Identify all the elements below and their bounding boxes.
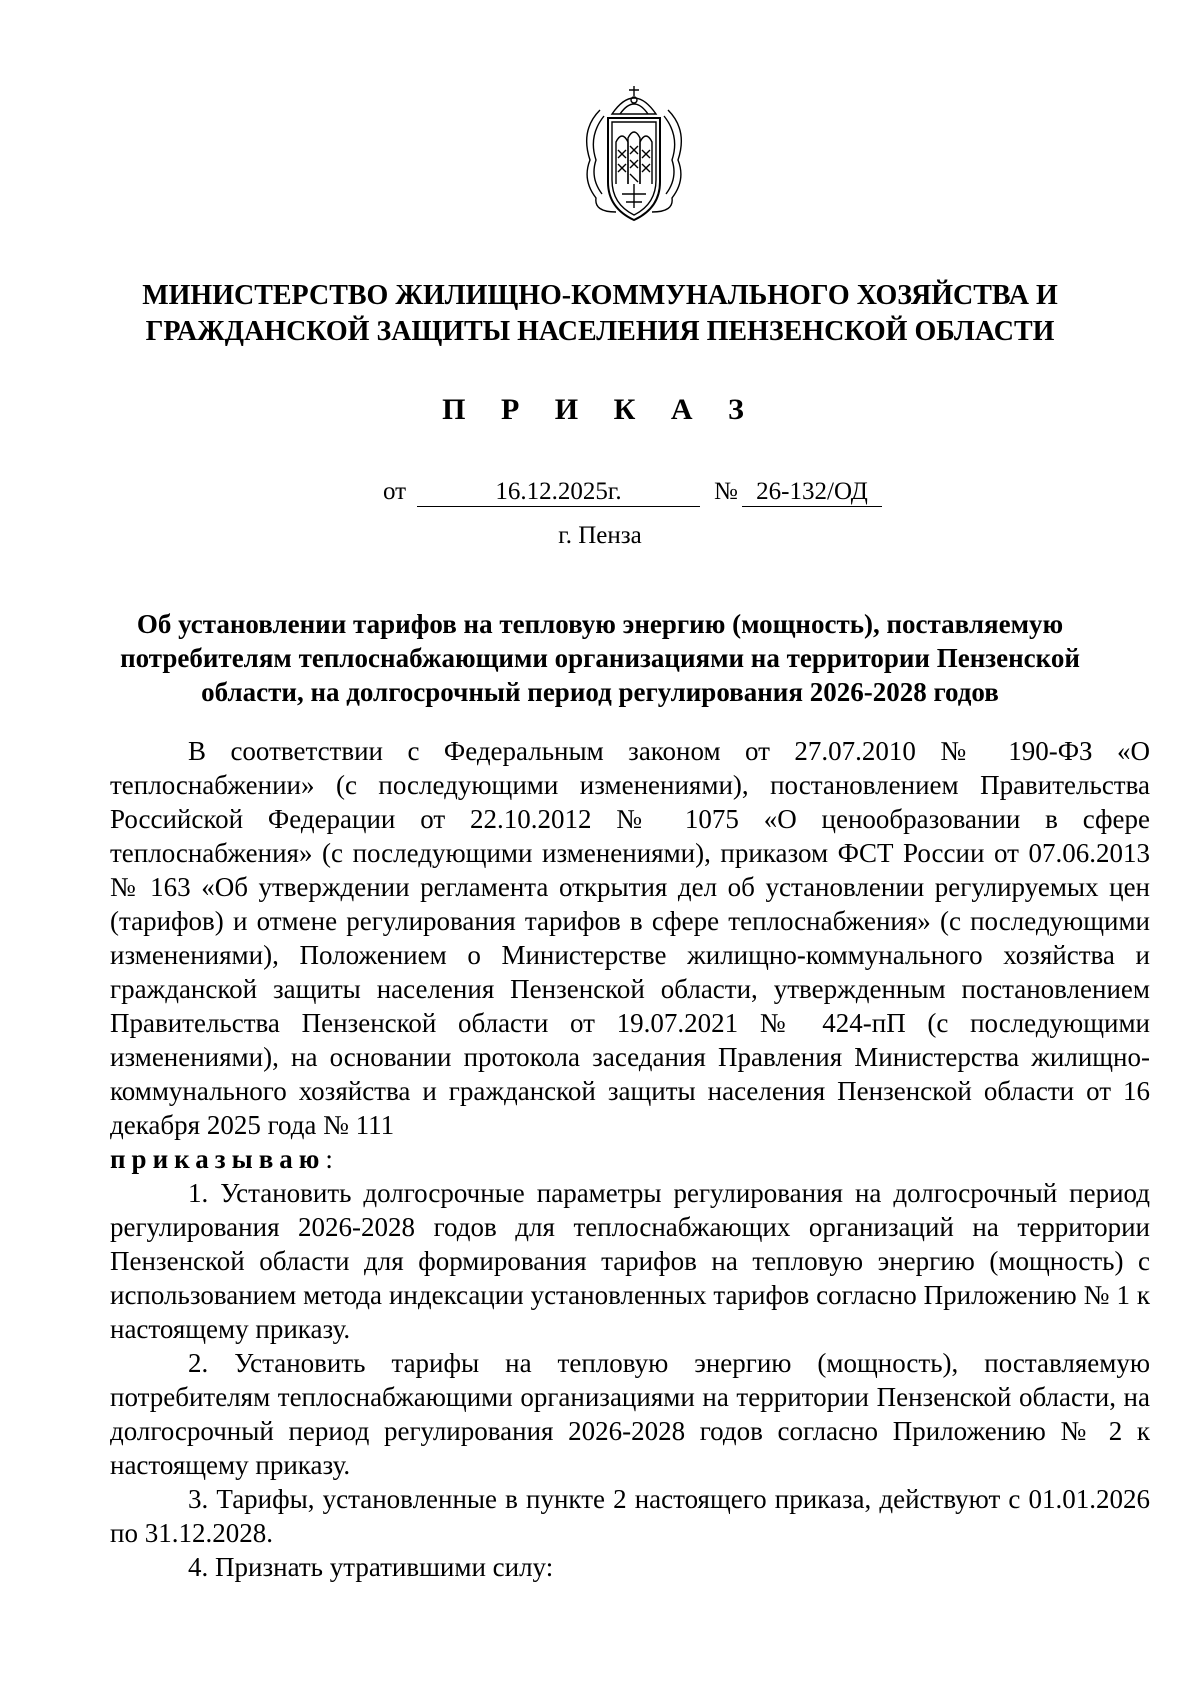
document-type: П Р И К А З (442, 393, 758, 426)
document-title: Об установлении тарифов на тепловую энергию (мощность), поставляемую потребителям теплоснабжающими организациями на территории Пензенской области, на долгосрочный период регулирования 2026-2028 годов (120, 609, 1080, 707)
date-prefix: от (383, 478, 407, 505)
preamble-paragraph (110, 734, 1150, 1176)
list-item: 1. Установить долгосрочные параметры регулирования на долгосрочный период регулирования 2026-2028 годов для теплоснабжающих организаций на территории Пензенской области для формирования тарифов на тепловую энергию (мощность) с использованием метода индексации установленных тарифов согласно Приложению № 1 к настоящему приказу. (110, 1178, 1150, 1344)
list-item: 2. Установить тарифы на тепловую энергию (мощность), поставляемую потребителям теплоснабжающими организациями на территории Пензенской области, на долгосрочный период регулирования 2026-2028 годов согласно Приложению № 2 к настоящему приказу. (110, 1348, 1150, 1480)
document-body (110, 734, 1150, 1584)
order-colon: : (325, 1144, 333, 1174)
ministry-name-line2: ГРАЖДАНСКОЙ ЗАЩИТЫ НАСЕЛЕНИЯ ПЕНЗЕНСКОЙ ОБЛАСТИ (145, 316, 1055, 347)
ministry-name (100, 278, 1100, 350)
ministry-name-line1: МИНИСТЕРСТВО ЖИЛИЩНО-КОММУНАЛЬНОГО ХОЗЯЙСТВА И (142, 280, 1058, 311)
document-date: 16.12.2025г. (417, 478, 700, 507)
list-item: 4. Признать утратившими силу: (188, 1552, 554, 1582)
city: г. Пенза (558, 522, 642, 549)
preamble-text: В соответствии с Федеральным законом от 27.07.2010 № 190-ФЗ «О теплоснабжении» (с последующими изменениями), постановлением Правительства Российской Федерации от 22.10.2012 № 1075 «О ценообразовании в сфере теплоснабжения» (с последующими изменениями), приказом ФСТ России от 07.06.2013 № 163 «Об утверждении регламента открытия дел об установлении регулируемых цен (тарифов) и отмене регулирования тарифов в сфере теплоснабжения» (с последующими изменениями), Положением о Министерстве жилищно-коммунального хозяйства и гражданской защиты населения Пензенской области, утвержденным постановлением Правительства Пензенской области от 19.07.2021 № 424-пП (с последующими изменениями), на основании протокола заседания Правления Министерства жилищно-коммунального хозяйства и гражданской защиты населения Пензенской области от 16 декабря 2025 года № 111 (110, 736, 1150, 1140)
coat-of-arms-icon (570, 80, 698, 228)
order-word: приказываю (110, 1144, 326, 1174)
list-item: 3. Тарифы, установленные в пункте 2 настоящего приказа, действуют с 01.01.2026 по 31.12.2028. (110, 1484, 1150, 1548)
number-prefix: № (714, 478, 738, 505)
document-number: 26-132/ОД (742, 478, 882, 507)
